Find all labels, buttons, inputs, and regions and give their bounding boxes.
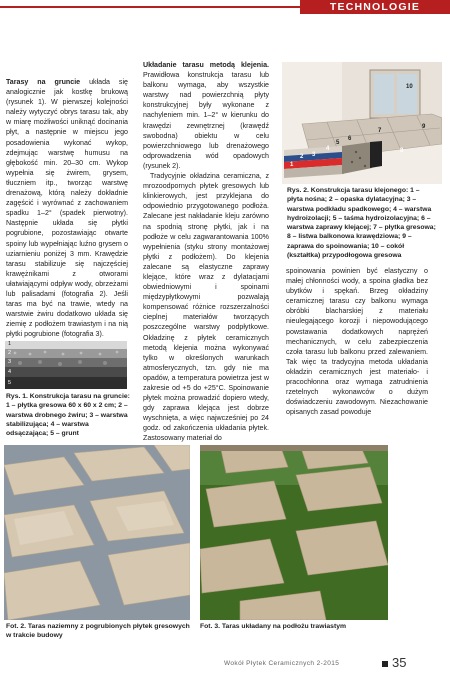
header-rule	[0, 6, 300, 8]
photo-2-caption: Fot. 2. Taras naziemny z pogrubionych płytek gresowych w trakcie budowy	[6, 623, 190, 640]
photo-3	[200, 445, 388, 620]
diagram-label: 3	[312, 152, 316, 158]
paragraph-text: Prawidłowa konstrukcja tarasu lub balkonu wymaga, aby wszystkie warstwy nad powierzchnią płyty konstrukcyjnej były wykonane z nachyleniem min. 1–2° w kierunku do krawędzi zewnętrznej (krawędź swobodna) obiektu w celu powierzchniowego lub drenażowego odprowadzenia wód opadowych (rysunek 2).	[143, 71, 269, 170]
column-1	[6, 77, 128, 339]
diagram-label: 1	[8, 341, 12, 347]
column-2	[143, 60, 269, 444]
section-label: TECHNOLOGIE	[300, 0, 450, 14]
diagram-label: 6	[348, 136, 352, 142]
terrace-section-diagram	[282, 62, 442, 184]
figure-1-illustration	[5, 341, 127, 389]
diagram-label: 8	[400, 148, 404, 154]
paragraph: Tradycyjnie okładzina ceramiczna, z mrozoodpornych płytek gresowych lub klinkierowych, jest przyklejana do odpowiednio przygotowanego podłoża. Zalecane jest nakładanie kleju zarówno na spodnią stronę płytki, jak i na podłoże w celu zagwarantowania 100% wypełnienia (styku strony montażowej płytki z podłożem). Do klejenia zalecane są elastyczne zaprawy klejące, które wraz z dylatacjami obwiedniowymi i spoinami międzypłytkowymi pozwalają kompensować różnice rozszerzalności cieplnej materiałów tworzących poszczególne warstwy podpłytkowe. Okładzinę z płytek ceramicznych metodą klejenia można wykonywać tylko w określonych warunkach atmosferycznych, tzn. gdy nie ma opadów, a temperatura powietrza jest w zakresie od +5 do +25°C. Spoinowanie płytek można prowadzić dopiero wtedy, gdy zaprawa klejąca jest dobrze wyschnięta, a więc najwcześniej po 24 godz. od zakończenia układania płytek. Zastosowany materiał do	[143, 172, 269, 443]
diagram-label: 2	[8, 350, 12, 356]
paragraph	[6, 77, 128, 339]
paragraph-lead: Układanie tarasu metodą klejenia.	[143, 61, 269, 69]
photo-2	[4, 445, 190, 620]
diagram-label: 5	[8, 380, 12, 386]
terrace-grass-photo	[200, 445, 388, 620]
terrace-gravel-photo	[4, 445, 190, 620]
diagram-label: 9	[422, 124, 426, 130]
section-header	[0, 0, 450, 14]
diagram-label: 2	[300, 154, 304, 160]
figure-2-illustration	[282, 62, 442, 184]
paragraph: spoinowania powinien być elastyczny o małej chłonności wody, a spoina gładka bez ubytków i spękań. Brzeg okładziny ceramicznej tarasu czy balkonu wymaga obróbki blacharskiej z materiału nieulegającego korozji i niepowodującego powstawania dodatkowych naprężeń mechanicznych, w celu zabezpieczenia czoła tarasu lub balkonu przed zalewaniem. Tak więc ta tradycyjna metoda układania okładzin ceramicznych jest materiało- i pracochłonna oraz wymaga zatrudnienia rzetelnych wykonawców o dużym doświadczeniu zawodowym. Niezachowanie opisanych zasad powoduje	[286, 267, 428, 417]
paragraph	[143, 60, 269, 171]
paragraph-lead: Tarasy na gruncie	[6, 78, 81, 86]
photo-3-caption: Fot. 3. Taras układany na podłożu trawiastym	[200, 623, 347, 630]
figure-2-caption: Rys. 2. Konstrukcja tarasu klejonego: 1 – płyta nośna; 2 – opaska dylatacyjna; 3 – warstwa podkładu spadkowego; 4 – warstwa hydroizolacji; 5 – taśma hydroizolacyjna; 6 – warstwa zaprawy klejącej; 7 – płytka gresowa; 8 – listwa balkonowa krawędziowa; 9 – zaprawa do spoinowania; 10 – cokół (kształtka) przypodłogowa gresowa	[287, 187, 436, 260]
paragraph-text: układa się analogicznie jak kostkę brukową (rysunek 1). W pierwszej kolejności należy wytyczyć obrys tarasu tak, aby w miarę możliwości uniknąć docinania płyt, a następnie w miejscu jego posadowienia wykonać wykop, zdejmując warstwę humusu na głębokość min. 20–30 cm. Wykop wypełnia się żwirem, grysem, tłuczniem itp., tworząc warstwę drenażową, którą należy dokładnie zagęścić i wyrównać z zachowaniem spadku 1–2° (spadek pierwotny). Następnie układa się płytki pogrubione, pozostawiając otwarte spoiny lub wypełniając luźno grysem o uziarnieniu poniżej 3 mm. Krawędzie tarasu stabilizuje się najczęściej krawężnikami z otworami ułatwiającymi odpływ wody, obrzeżami lub palisadami (fotografia 2). Jeśli taras ma być na trawie, wtedy na warstwie żwiru dodatkowo układa się ziemię z podłożem trawiastym i na nią płytki pogrubione (fotografia 3).	[6, 78, 128, 339]
page-number: 35	[392, 655, 407, 670]
page-marker	[382, 661, 388, 667]
diagram-label: 3	[8, 359, 12, 365]
column-3	[286, 266, 428, 417]
diagram-label: 4	[8, 369, 12, 375]
ground-layers-diagram	[5, 341, 127, 389]
diagram-label: 10	[406, 84, 413, 90]
diagram-label: 1	[290, 162, 294, 168]
diagram-label: 4	[326, 146, 330, 152]
magazine-footer: Wokół Płytek Ceramicznych 2-2015	[224, 660, 340, 667]
diagram-label: 7	[378, 128, 382, 134]
diagram-label: 5	[336, 140, 340, 146]
figure-1-caption: Rys. 1. Konstrukcja tarasu na gruncie: 1 – płytka gresowa 60 x 60 x 2 cm; 2 – warstwa drobnego żwiru; 3 – warstwa stabilizująca; 4 – warstwa odsączająca; 5 – grunt	[6, 393, 130, 438]
